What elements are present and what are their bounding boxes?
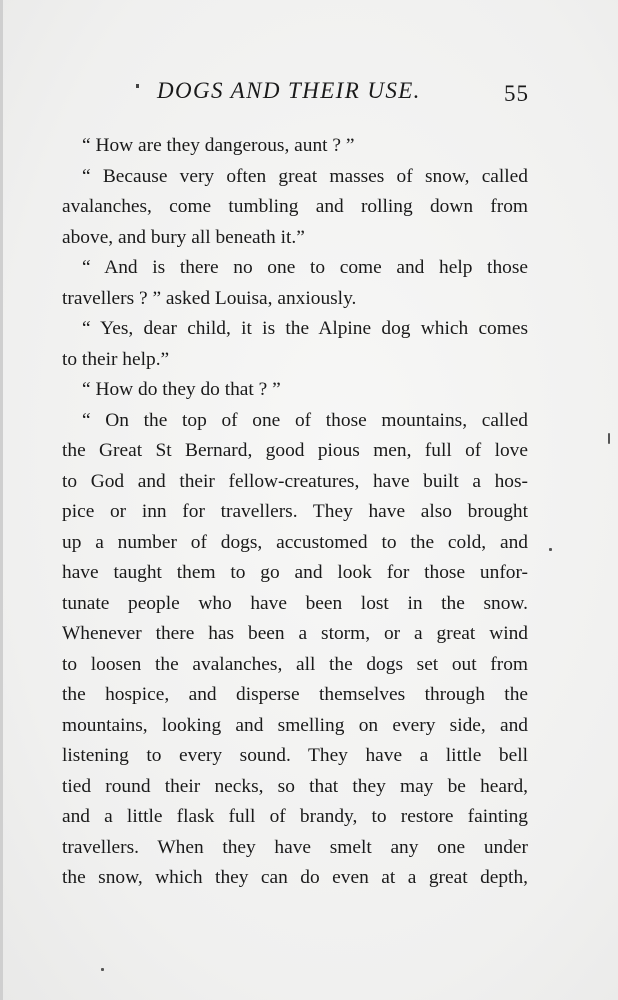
text-line: the hospice, and disperse themselves through the xyxy=(62,684,528,705)
page-number: 55 xyxy=(504,81,529,106)
text-line: pice or inn for travellers. They have also brought xyxy=(62,501,528,522)
text-line: listening to every sound. They have a little bell xyxy=(62,745,528,766)
text-line: above, and bury all beneath it.” xyxy=(62,226,305,248)
text-line: “ How are they dangerous, aunt ? ” xyxy=(82,135,355,156)
text-line: “ How do they do that ? ” xyxy=(82,379,281,400)
running-head: DOGS AND THEIR USE. xyxy=(157,78,421,103)
text-line: Whenever there has been a storm, or a great wind xyxy=(62,623,528,644)
text-line: tunate people who have been lost in the snow. xyxy=(62,592,528,614)
text-line: “ Yes, dear child, it is the Alpine dog which comes xyxy=(82,318,528,339)
ink-speck-mark xyxy=(101,968,104,971)
text-line: have taught them to go and look for those unfor- xyxy=(62,562,528,583)
text-line: to their help.” xyxy=(62,348,170,370)
text-line: tied round their necks, so that they may be heard, xyxy=(62,775,528,797)
text-line: to God and their fellow-creatures, have built a hos- xyxy=(62,470,528,492)
text-line: and a little flask full of brandy, to restore fainting xyxy=(62,806,528,827)
text-line: up a number of dogs, accustomed to the cold, and xyxy=(62,531,528,553)
text-line: mountains, looking and smelling on every side, and xyxy=(62,714,528,736)
text-line: the snow, which they can do even at a great depth, xyxy=(62,867,528,888)
text-line: the Great St Bernard, good pious men, full of love xyxy=(62,440,528,461)
text-line: travellers. When they have smelt any one under xyxy=(62,836,528,858)
text-line: travellers ? ” asked Louisa, anxiously. xyxy=(62,287,357,309)
header-dot-mark xyxy=(136,84,139,88)
text-line: “ On the top of one of those mountains, called xyxy=(82,409,528,431)
text-line: “ And is there no one to come and help those xyxy=(82,257,528,278)
page-header xyxy=(0,78,618,118)
body-text xyxy=(62,131,528,894)
page-edge-shadow xyxy=(0,0,3,1000)
ink-speck-mark xyxy=(549,548,552,551)
text-line: to loosen the avalanches, all the dogs set out from xyxy=(62,653,528,675)
ink-speck-mark xyxy=(608,433,610,444)
text-line: avalanches, come tumbling and rolling down from xyxy=(62,196,528,217)
text-line: “ Because very often great masses of snow, called xyxy=(82,165,528,187)
